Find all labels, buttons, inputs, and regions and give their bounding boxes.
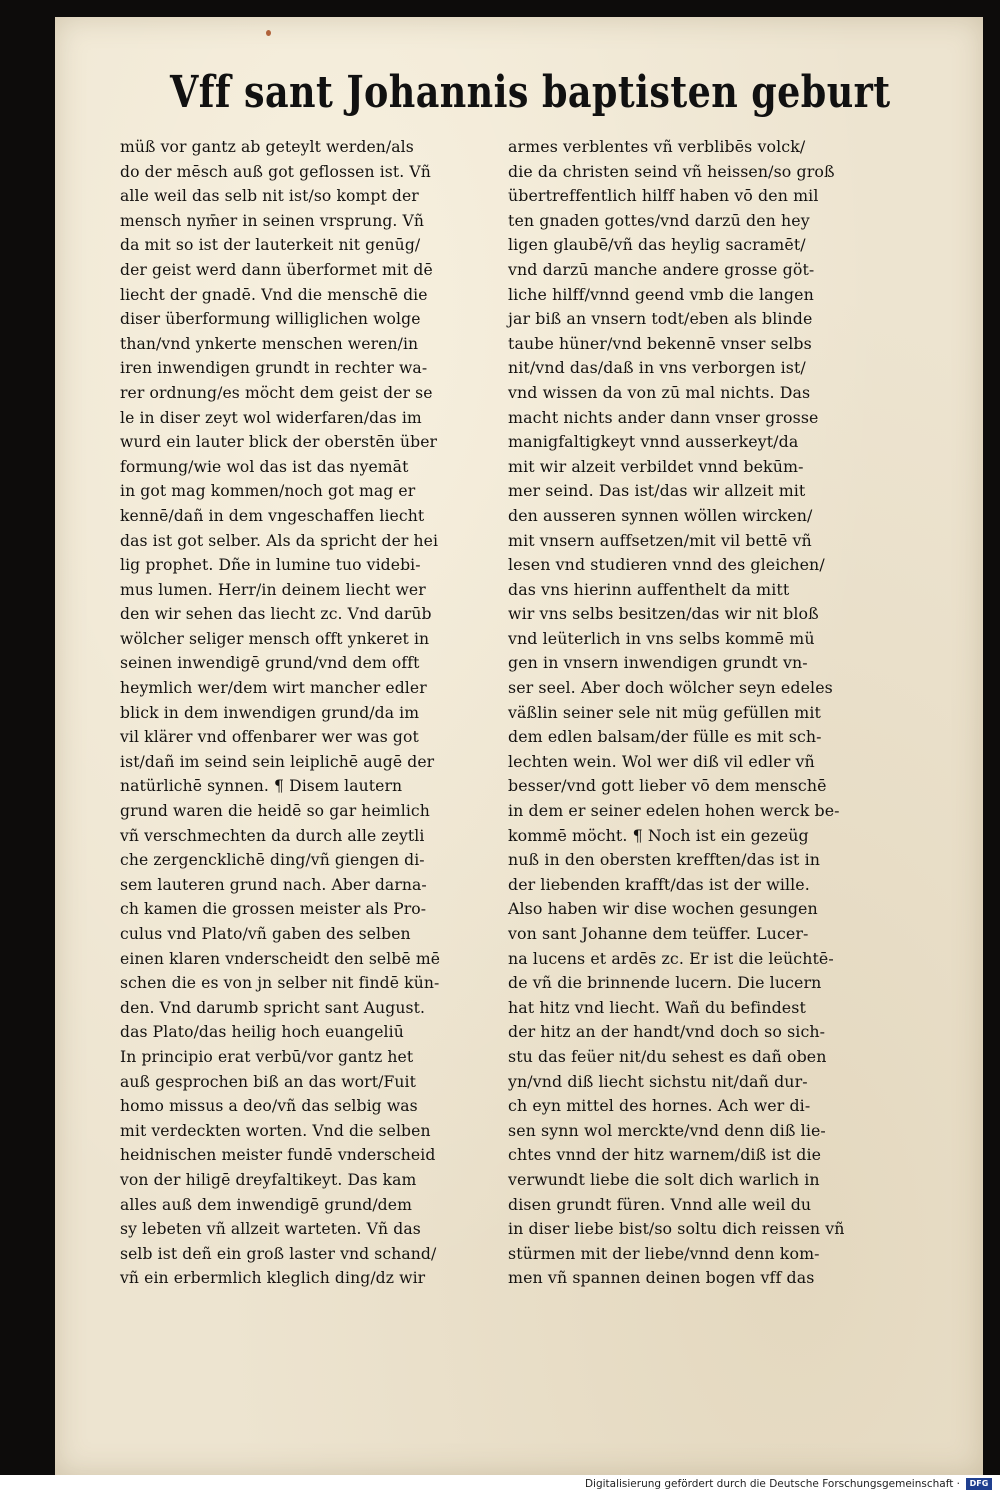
right-column-line: gen in vnsern inwendigen grundt vn- — [508, 653, 808, 673]
left-column-line: homo missus a deo/vñ das selbig was — [120, 1097, 418, 1116]
left-column-line: in got mag kommen/noch got mag er — [120, 482, 416, 501]
right-column-line: mit vnsern auffsetzen/mit vil bettē vñ — [508, 530, 812, 550]
left-column-line: do der mēsch auß got geflossen ist. Vñ — [120, 162, 431, 181]
left-column-line: das ist got selber. Als da spricht der hei — [120, 531, 439, 550]
left-column-line: selb ist deñ ein groß laster vnd schand/ — [120, 1244, 437, 1263]
right-column-line: stürmen mit der liebe/vnnd denn kom- — [508, 1243, 820, 1263]
left-column-line: kennē/dañ in dem vngeschaffen liecht — [120, 506, 425, 525]
left-column-line: rer ordnung/es möcht dem geist der se — [120, 383, 433, 402]
right-column-line: men vñ spannen deinen bogen vff das — [508, 1268, 815, 1288]
left-column-line: der geist werd dann überformet mit dē — [120, 260, 433, 279]
right-column-line: lesen vnd studieren vnnd des gleichen/ — [508, 555, 825, 575]
right-column-line: den ausseren synnen wöllen wircken/ — [508, 505, 813, 525]
left-column-line: diser überformung williglichen wolge — [120, 310, 421, 329]
right-column-line: die da christen seind vñ heissen/so groß — [508, 161, 835, 181]
left-column-line: mit verdeckten worten. Vnd die selben — [120, 1121, 431, 1140]
left-column-line: culus vnd Plato/vñ gaben des selben — [120, 925, 411, 943]
left-column-line: than/vnd ynkerte menschen weren/in — [120, 334, 419, 353]
left-column-line: sem lauteren grund nach. Aber darna- — [120, 875, 427, 894]
left-column-line: ist/dañ im seind sein leiplichē augē der — [120, 752, 435, 771]
right-column-line: ligen glaubē/vñ das heylig sacramēt/ — [508, 235, 806, 255]
left-column-line: natürlichē synnen. ¶ Disem lautern — [120, 777, 403, 796]
right-column-line: nuß in den obersten krefften/das ist in — [508, 850, 821, 870]
right-column-line: dem edlen balsam/der fülle es mit sch- — [508, 727, 822, 747]
right-column-line: von sant Johanne dem teüffer. Lucer- — [508, 924, 809, 943]
dfg-logo: DFG — [966, 1478, 992, 1490]
left-column-line: heidnischen meister fundē vnderscheid — [120, 1146, 436, 1165]
left-column-line: liecht der gnadē. Vnd die menschē die — [120, 285, 428, 304]
left-column-line: wurd ein lauter blick der oberstēn über — [120, 433, 438, 452]
right-column-line: wir vns selbs besitzen/das wir nit bloß — [508, 604, 819, 624]
left-column-line: das Plato/das heilig hoch euangeliū — [120, 1023, 404, 1042]
right-column-line: de vñ die brinnende lucern. Die lucern — [508, 973, 822, 993]
left-column-line: von der hiligē dreyfaltikeyt. Das kam — [120, 1170, 417, 1189]
left-column-line: ch kamen die grossen meister als Pro- — [120, 900, 427, 919]
digitization-credit: Digitalisierung gefördert durch die Deutsche Forschungsgemeinschaft · — [584, 1478, 960, 1490]
right-column-line: mer seind. Das ist/das wir allzeit mit — [508, 481, 806, 501]
ink-spot — [266, 30, 271, 36]
right-column-line: mit wir alzeit verbildet vnnd bekūm- — [508, 456, 804, 476]
right-column-line: ten gnaden gottes/vnd darzū den hey — [508, 210, 810, 230]
left-column-line: lig prophet. Dñe in lumine tuo videbi- — [120, 556, 421, 575]
right-column-line: vnd darzū manche andere grosse göt- — [508, 259, 815, 279]
left-column-line: alle weil das selb nit ist/so kompt der — [120, 187, 419, 206]
left-column-line: den. Vnd darumb spricht sant August. — [120, 998, 426, 1017]
right-column-line: vnd wissen da von zū mal nichts. Das — [508, 382, 811, 402]
right-text-column — [508, 135, 936, 1310]
right-column-line: jar biß an vnsern todt/eben als blinde — [508, 309, 813, 329]
right-column-line: ser seel. Aber doch wölcher seyn edeles — [508, 678, 833, 698]
right-column-line: das vns hierinn auffenthelt da mitt — [508, 579, 790, 599]
left-column-line: einen klaren vnderscheidt den selbē mē — [120, 949, 441, 968]
right-column-line: hat hitz vnd liecht. Wañ du befindest — [508, 997, 806, 1017]
right-column-line: sen synn wol merckte/vnd denn diß lie- — [508, 1120, 826, 1140]
left-text-column — [120, 135, 540, 1310]
right-column-line: disen grundt füren. Vnnd alle weil du — [508, 1194, 812, 1214]
left-column-line: formung/wie wol das ist das nyemāt — [120, 457, 409, 476]
right-column-line: nit/vnd das/daß in vns verborgen ist/ — [508, 358, 806, 378]
right-column-line: übertreffentlich hilff haben vō den mil — [508, 186, 819, 206]
left-column-line: iren inwendigen grundt in rechter wa- — [120, 359, 428, 378]
left-column-line: mensch nym̄er in seinen vrsprung. Vñ — [120, 211, 425, 230]
right-column-line: kommē möcht. ¶ Noch ist ein gezeüg — [508, 825, 809, 845]
running-head: Vff sant Johannis baptisten geburt — [170, 67, 891, 118]
right-column-line: väßlin seiner sele nit müg gefüllen mit — [508, 702, 821, 722]
right-column-line: yn/vnd diß liecht sichstu nit/dañ dur- — [508, 1071, 808, 1091]
left-column-line: den wir sehen das liecht zc. Vnd darūb — [120, 605, 432, 624]
left-column-line: da mit so ist der lauterkeit nit genūg/ — [120, 236, 421, 255]
right-column-line: besser/vnd gott lieber vō dem menschē — [508, 776, 827, 796]
right-column-line: in diser liebe bist/so soltu dich reissen vñ — [508, 1219, 845, 1239]
left-column-line: wölcher seliger mensch offt ynkeret in — [120, 629, 430, 648]
right-column-line: chtes vnnd der hitz warnem/diß ist die — [508, 1145, 822, 1165]
left-column-line: müß vor gantz ab geteylt werden/als — [120, 138, 414, 156]
right-column-line: in dem er seiner edelen hohen werck be- — [508, 801, 840, 821]
left-column-line: heymlich wer/dem wirt mancher edler — [120, 679, 427, 698]
right-column-line: der liebenden krafft/das ist der wille. — [508, 874, 810, 894]
right-column-line: vnd leüterlich in vns selbs kommē mü — [508, 628, 815, 648]
right-column-line: macht nichts ander dann vnser grosse — [508, 407, 819, 427]
left-column-line: sy lebeten vñ allzeit warteten. Vñ das — [120, 1220, 421, 1239]
left-column-line: vñ ein erbermlich kleglich ding/dz wir — [120, 1269, 426, 1288]
left-column-line: grund waren die heidē so gar heimlich — [120, 802, 430, 821]
left-column-line: seinen inwendigē grund/vnd dem offt — [120, 654, 420, 673]
right-column-line: der hitz an der handt/vnd doch so sich- — [508, 1022, 826, 1042]
right-column-line: Also haben wir dise wochen gesungen — [508, 899, 818, 919]
right-column-line: stu das feüer nit/du sehest es dañ oben — [508, 1046, 827, 1066]
right-column-line: manigfaltigkeyt vnnd ausserkeyt/da — [508, 432, 799, 452]
left-column-line: In principio erat verbū/vor gantz het — [120, 1047, 414, 1066]
right-column-line: verwundt liebe die solt dich warlich in — [508, 1169, 820, 1189]
left-column-line: auß gesprochen biß an das wort/Fuit — [120, 1072, 416, 1091]
left-column-line: mus lumen. Herr/in deinem liecht wer — [120, 580, 426, 599]
left-column-line: che zergencklichē ding/vñ giengen di- — [120, 851, 425, 870]
left-column-line: alles auß dem inwendigē grund/dem — [120, 1195, 412, 1214]
right-column-line: ch eyn mittel des hornes. Ach wer di- — [508, 1096, 811, 1116]
right-column-line: lechten wein. Wol wer diß vil edler vñ — [508, 751, 815, 771]
left-column-line: blick in dem inwendigen grund/da im — [120, 703, 420, 722]
left-column-line: schen die es von jn selber nit findē kün- — [120, 974, 440, 993]
left-column-line: vñ verschmechten da durch alle zeytli — [120, 826, 425, 845]
left-column-line: le in diser zeyt wol widerfaren/das im — [120, 408, 422, 427]
right-column-line: armes verblentes vñ verblibēs volck/ — [508, 137, 806, 156]
right-column-line: liche hilff/vnnd geend vmb die langen — [508, 284, 814, 304]
right-column-line: na lucens et ardēs zc. Er ist die leüchtē- — [508, 948, 834, 968]
right-column-line: taube hüner/vnd bekennē vnser selbs — [508, 333, 812, 353]
left-column-line: vil klärer vnd offenbarer wer was got — [120, 728, 419, 747]
